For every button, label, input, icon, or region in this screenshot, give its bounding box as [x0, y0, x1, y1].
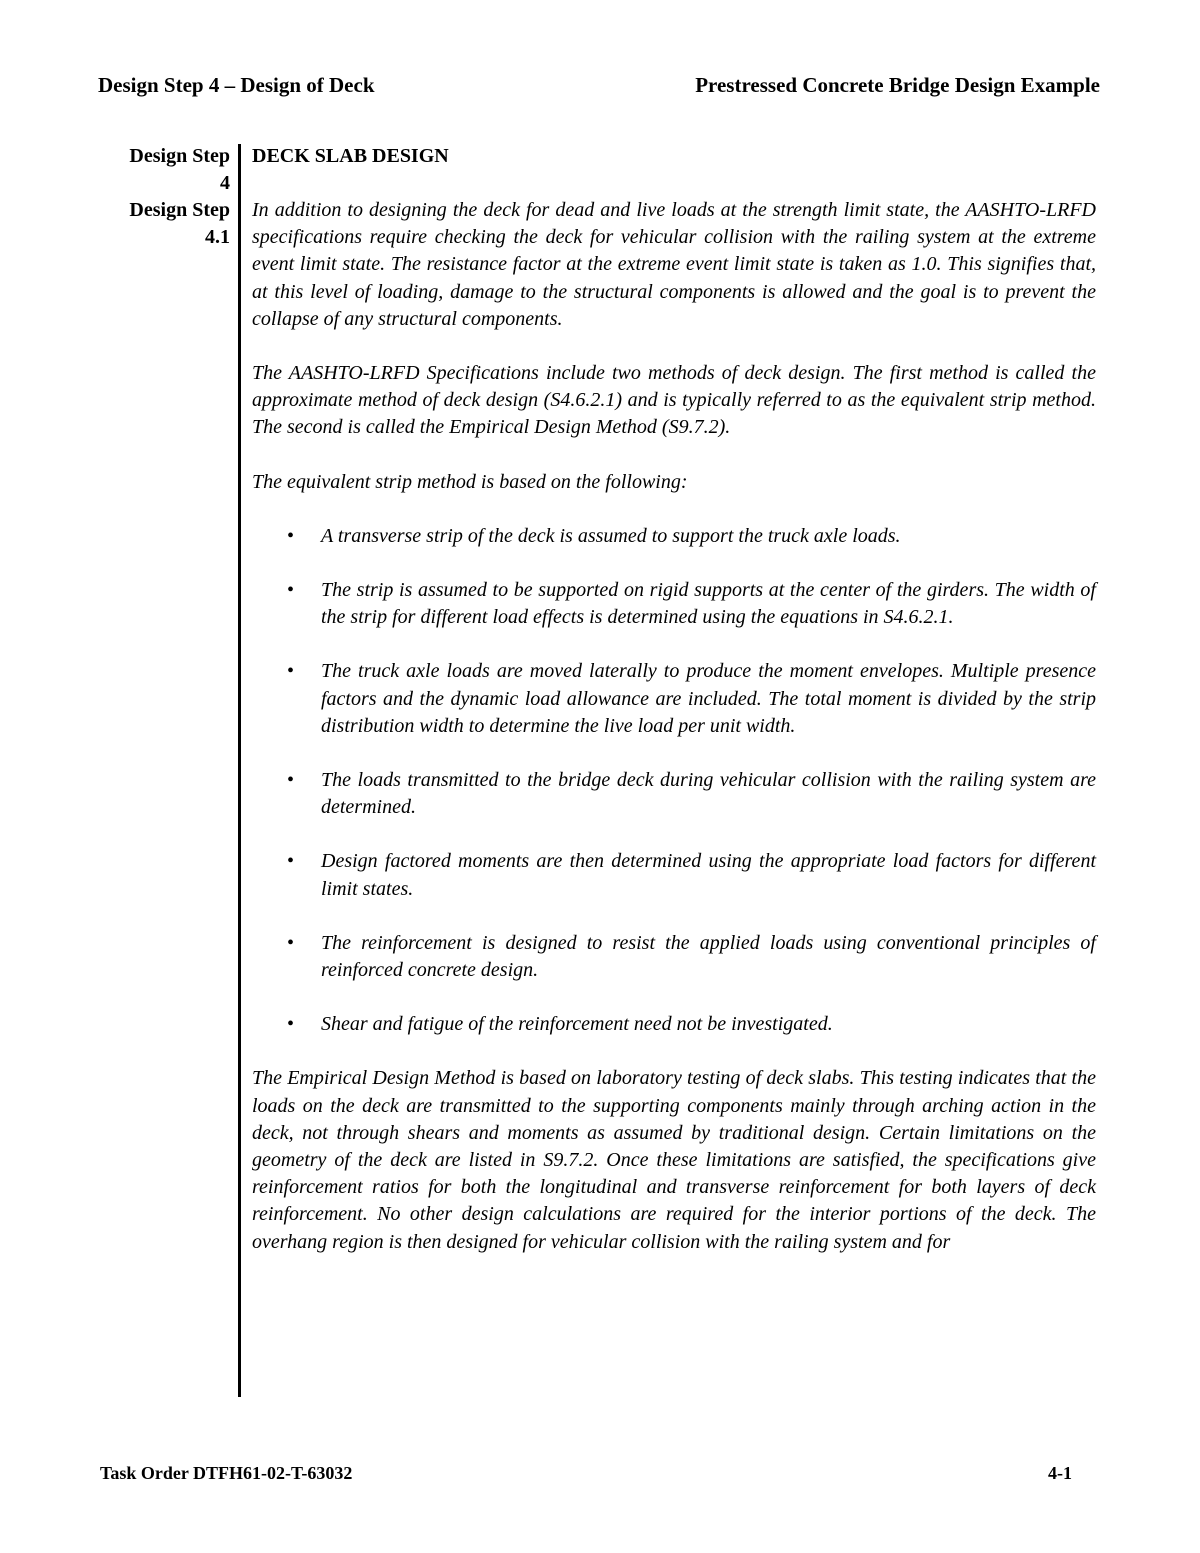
list-item-text: The strip is assumed to be supported on rigid supports at the center of the girders. The width of the strip for different load effects is determined using the equations in S4.6.2.1. — [321, 579, 1096, 629]
list-item — [252, 577, 1096, 631]
paragraph: The Empirical Design Method is based on laboratory testing of deck slabs. This testing indicates that the loads on the deck are transmitted to the supporting components mainly through arching action in the deck, not through shears and moments as assumed by traditional design. Certain limitations on the geometry of the deck are listed in S9.7.2. Once these limitations are satisfied, the specifications give reinforcement ratios for both the longitudinal and transverse reinforcement for both layers of deck reinforcement. No other design calculations are required for the interior portions of the deck. The overhang region is then designed for vehicular collision with the railing system and for — [252, 1067, 1096, 1253]
bullet-icon: • — [287, 524, 295, 547]
bullet-icon: • — [287, 850, 295, 873]
bullet-icon: • — [287, 1013, 295, 1036]
list-item — [252, 930, 1096, 984]
bullet-icon: • — [287, 931, 295, 954]
list-item-text: The loads transmitted to the bridge deck during vehicular collision with the railing system are determined. — [321, 769, 1096, 819]
list-item — [252, 523, 1096, 550]
list-item — [252, 767, 1096, 821]
bullet-list — [252, 523, 1096, 1039]
list-item-text: A transverse strip of the deck is assumed to support the truck axle loads. — [321, 524, 901, 547]
bullet-icon: • — [287, 769, 295, 792]
list-item-text: Shear and fatigue of the reinforcement need not be investigated. — [321, 1013, 833, 1036]
sidebar-step-label: Design Step — [129, 145, 230, 167]
header-right-title: Prestressed Concrete Bridge Design Example — [695, 73, 1100, 97]
sidebar-step-number: 4.1 — [205, 226, 230, 248]
paragraph: In addition to designing the deck for dead and live loads at the strength limit state, the AASHTO-LRFD specifications require checking the deck for vehicular collision with the railing system at the extreme event limit state. The resistance factor at the extreme event limit state is taken as 1.0. This signifies that, at this level of loading, damage to the structural components is allowed and the goal is to prevent the collapse of any structural components. — [252, 199, 1096, 330]
page-number: 4-1 — [1048, 1463, 1072, 1483]
sidebar-design-steps — [100, 143, 230, 251]
list-item-text: The truck axle loads are moved laterally to produce the moment envelopes. Multiple presence factors and the dynamic load allowance are included. The total moment is divided by the strip distribution width to determine the live load per unit width. — [321, 660, 1096, 737]
bullet-icon: • — [287, 579, 295, 602]
bullet-icon: • — [287, 660, 295, 683]
paragraph: The AASHTO-LRFD Specifications include two methods of deck design. The first method is called the approximate method of deck design (S4.6.2.1) and is typically referred to as the equivalent strip method. The second is called the Empirical Design Method (S9.7.2). — [252, 362, 1096, 439]
list-item-text: Design factored moments are then determined using the appropriate load factors for different limit states. — [321, 850, 1096, 900]
list-item — [252, 1011, 1096, 1038]
paragraph: The equivalent strip method is based on the following: — [252, 470, 688, 493]
list-item — [252, 658, 1096, 740]
main-content — [252, 143, 1096, 1283]
sidebar-step-number: 4 — [220, 172, 230, 194]
list-item — [252, 848, 1096, 902]
vertical-divider — [238, 144, 241, 1397]
footer-task-order: Task Order DTFH61-02-T-63032 — [100, 1463, 353, 1483]
list-item-text: The reinforcement is designed to resist the applied loads using conventional principles of reinforced concrete design. — [321, 931, 1096, 982]
sidebar-step-label: Design Step — [129, 199, 230, 221]
header-left-title: Design Step 4 – Design of Deck — [98, 73, 375, 97]
section-title: DECK SLAB DESIGN — [252, 145, 449, 167]
